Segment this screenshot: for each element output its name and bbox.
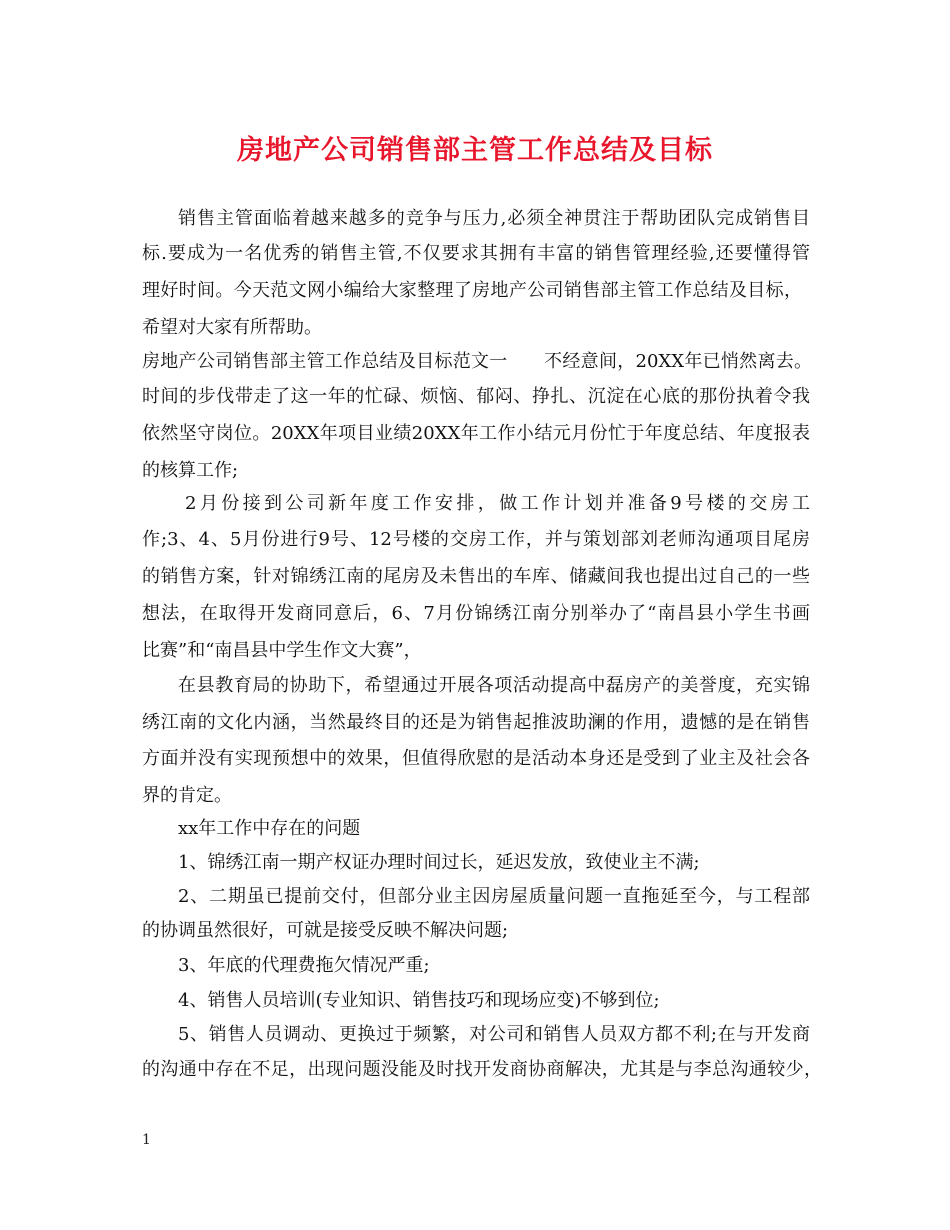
text-line: 房地产公司销售部主管工作总结及目标范文一 不经意间，20XX年已悄然离去。 [142,351,812,372]
text-line: 绣江南的文化内涵，当然最终目的还是为销售起推波助澜的作用，遗憾的是在销售 [142,712,810,733]
text-line: 的销售方案，针对锦绣江南的尾房及未售出的车库、储藏间我也提出过自己的一些 [142,566,810,587]
text-line: 销售主管面临着越来越多的竞争与压力,必须全神贯注于帮助团队完成销售目 [178,208,810,229]
text-line: 2月份接到公司新年度工作安排，做工作计划并准备9号楼的交房工 [185,493,810,514]
text-line: 5、销售人员调动、更换过于频繁，对公司和销售人员双方都不利;在与开发商 [178,1024,810,1045]
text-line: 的核算工作; [142,460,239,481]
text-line: 的协调虽然很好，可就是接受反映不解决问题; [142,920,509,941]
text-line: 1、锦绣江南一期产权证办理时间过长，延迟发放，致使业主不满; [178,852,700,873]
text-line: 在县教育局的协助下，希望通过开展各项活动提高中磊房产的美誉度，充实锦 [178,675,810,696]
text-line: 比赛”和“南昌县中学生作文大赛”， [142,640,422,661]
text-line: 作;3、4、5月份进行9号、12号楼的交房工作，并与策划部刘老师沟通项目尾房 [142,529,810,550]
text-line: 界的肯定。 [142,785,232,806]
text-line: 希望对大家有所帮助。 [142,317,322,338]
page-number: 1 [142,1132,151,1148]
text-line: 想法，在取得开发商同意后，6、7月份锦绣江南分别举办了“南昌县小学生书画 [142,603,810,624]
text-line: 时间的步伐带走了这一年的忙碌、烦恼、郁闷、挣扎、沉淀在心底的那份执着令我 [142,386,810,407]
text-line: 方面并没有实现预想中的效果，但值得欣慰的是活动本身还是受到了业主及社会各 [142,748,810,769]
text-line: 依然坚守岗位。20XX年项目业绩20XX年工作小结元月份忙于年度总结、年度报表 [142,423,810,444]
text-line: 的沟通中存在不足，出现问题没能及时找开发商协商解决，尤其是与李总沟通较少， [142,1059,822,1080]
text-line: 标.要成为一名优秀的销售主管,不仅要求其拥有丰富的销售管理经验,还要懂得管 [142,243,810,264]
text-line: 2、二期虽已提前交付，但部分业主因房屋质量问题一直拖延至今，与工程部 [178,886,810,907]
text-line: xx年工作中存在的问题 [178,818,361,839]
document-title: 房地产公司销售部主管工作总结及目标 [237,135,713,166]
text-line: 4、销售人员培训(专业知识、销售技巧和现场应变)不够到位; [178,990,660,1011]
text-line: 3、年底的代理费拖欠情况严重; [178,955,430,976]
text-line: 理好时间。今天范文网小编给大家整理了房地产公司销售部主管工作总结及目标， [142,280,802,301]
